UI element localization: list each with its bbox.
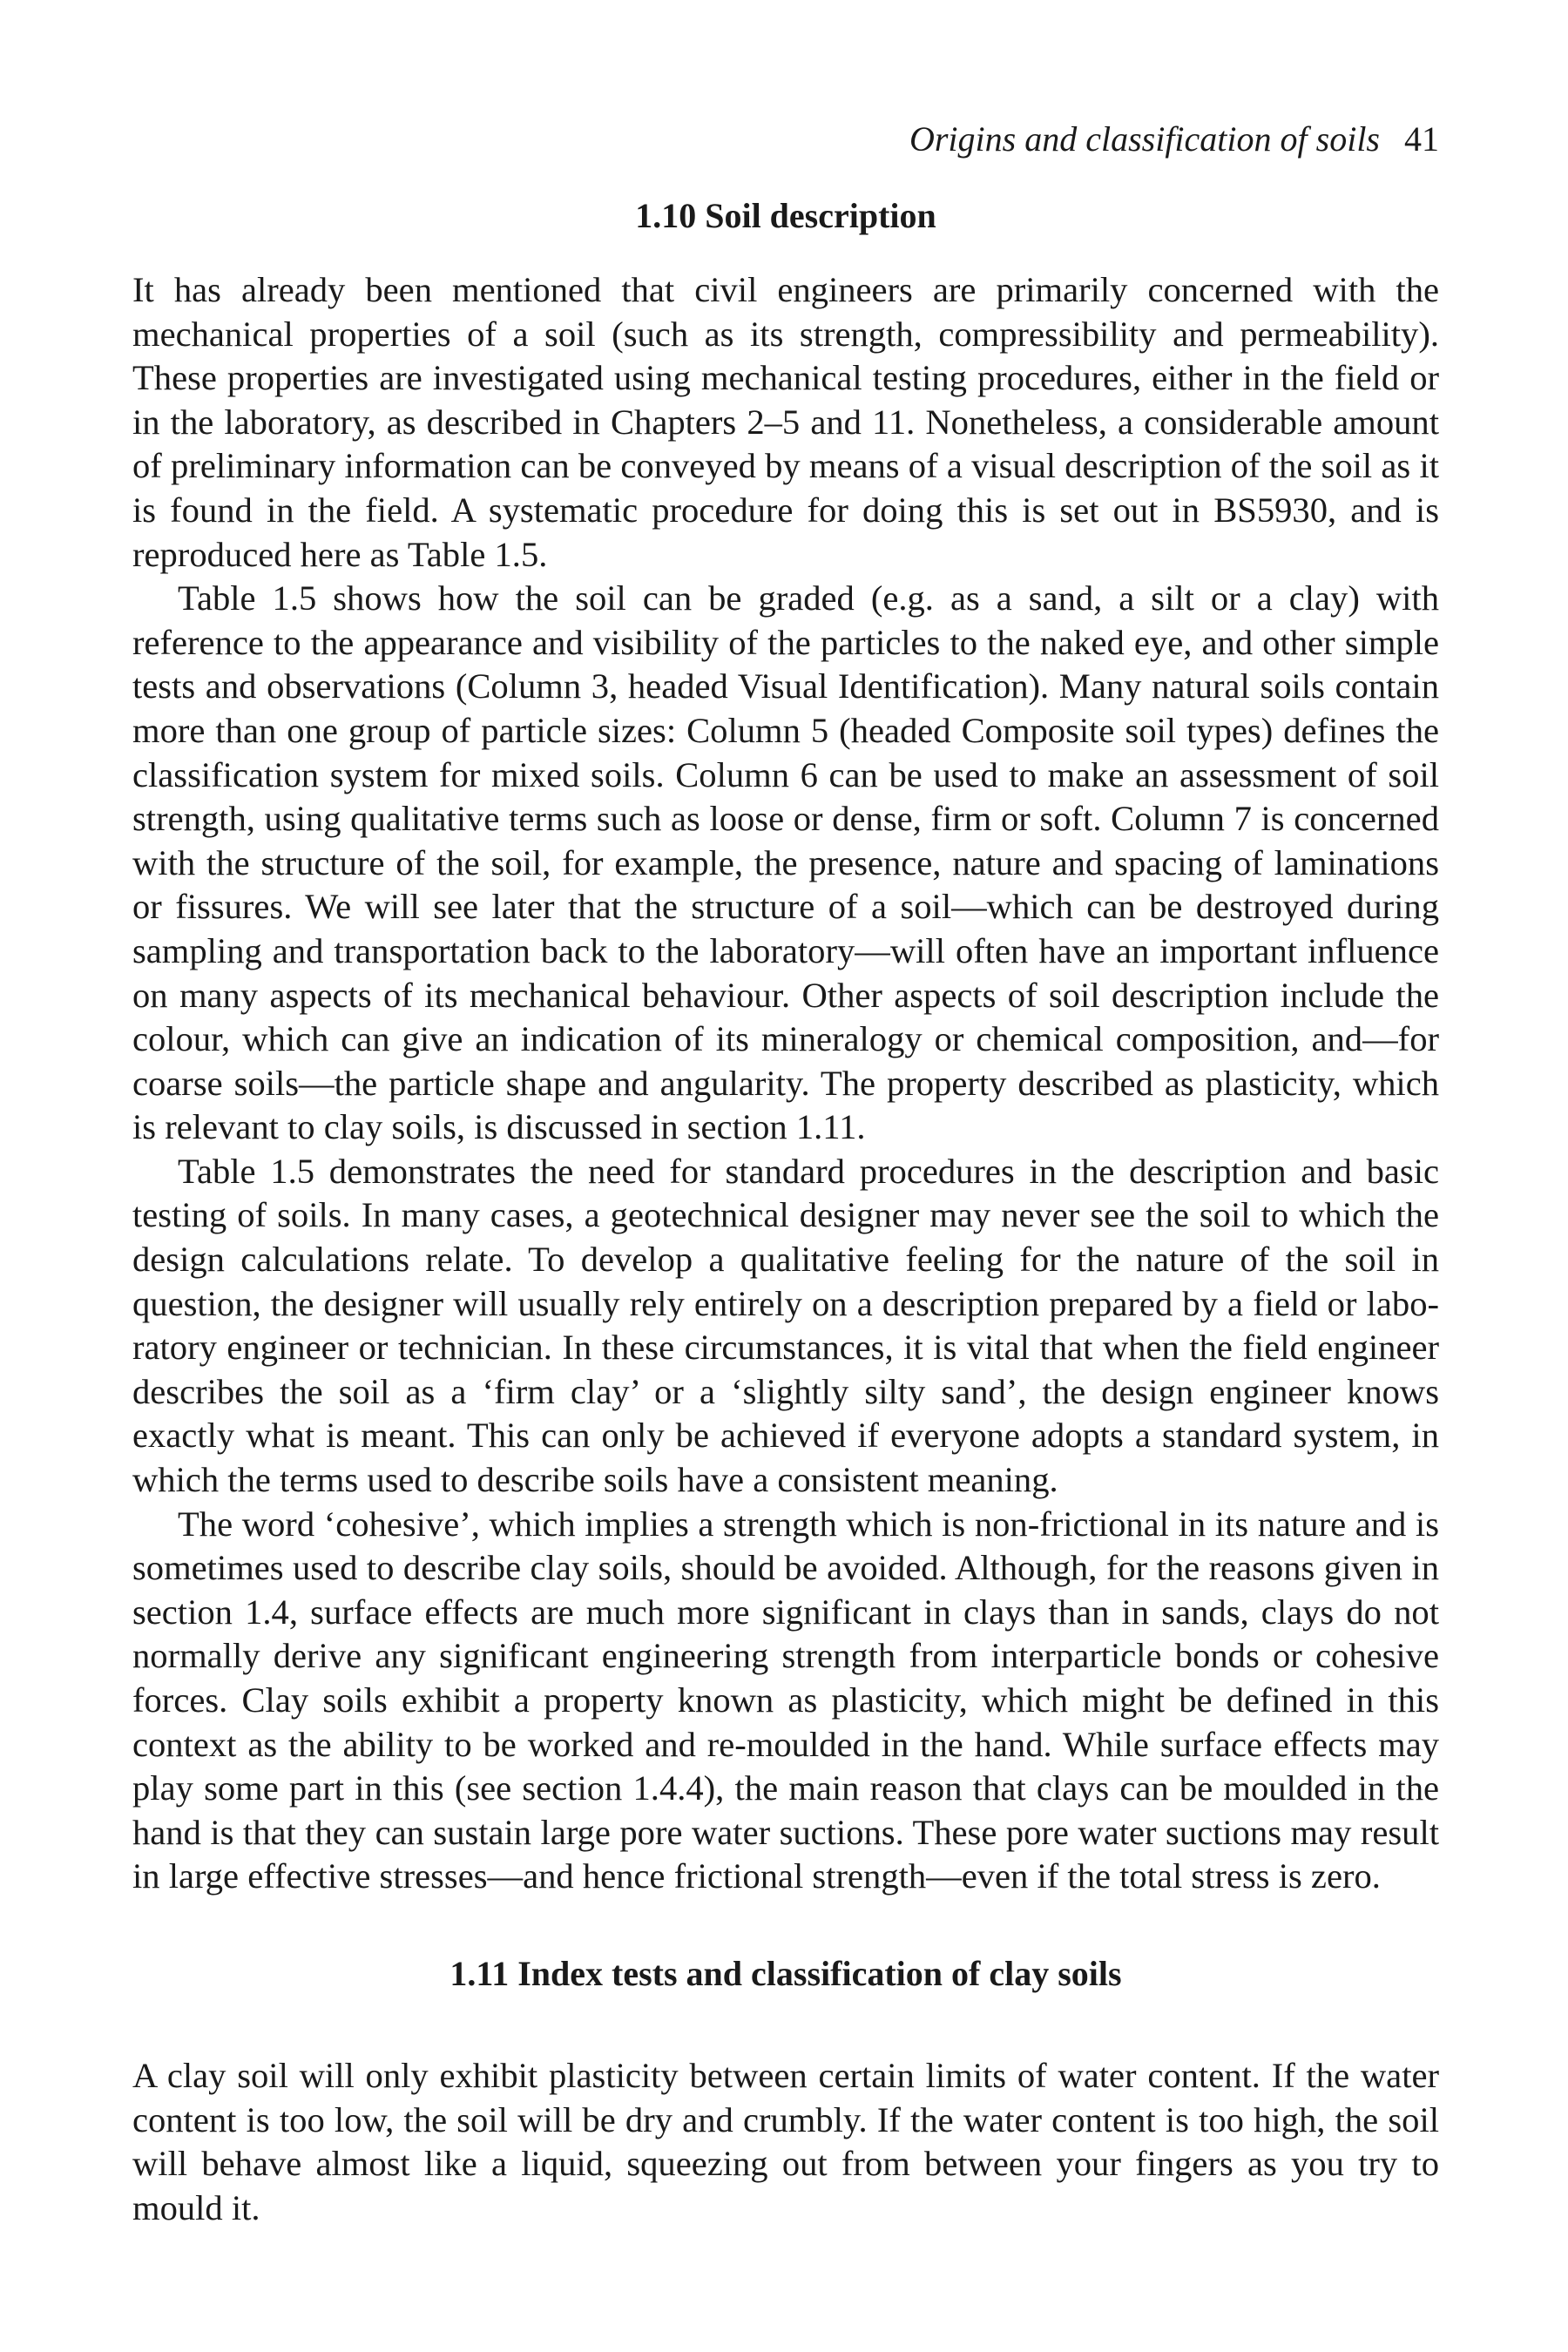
- paragraph: It has already been mentioned that civil engineers are primarily concerned with the mechanical properties of a soil (such as its strength, compressibility and permeability). These properties are investigated using mechanical testing procedures, either in the field or in the laboratory, as described in Chapters 2–5 and 11. Nonetheless, a considerable amount of preliminary information can be conveyed by means of a visual description of the soil as it is found in the field. A systematic procedure for doing this is set out in BS5930, and is reproduced here as Table 1.5.: [132, 270, 1439, 574]
- paragraph: Table 1.5 demonstrates the need for standard procedures in the description and basic testing of soils. In many cases, a geotechnical designer may never see the soil to which the design calculations relate. To develop a qualitative feeling for the nature of the soil in question, the designer will usually rely entirely on a description prepared by a field or laboratory engineer or technician. In these circumstances, it is vital that when the field engineer describes the soil as a ‘firm clay’ or a ‘slightly silty sand’, the design engineer knows exactly what is meant. This can only be achieved if everyone adopts a standard system, in which the terms used to describe soils have a consistent meaning.: [132, 1151, 1439, 1500]
- paragraph: The word ‘cohesive’, which implies a strength which is non-frictional in its nature and is sometimes used to describe clay soils, should be avoided. Although, for the reasons given in section 1.4, surface effects are much more significant in clays than in sands, clays do not normally derive any significant engineering strength from interparticle bonds or cohesive forces. Clay soils exhibit a property known as plasticity, which might be defined in this context as the ability to be worked and re-moulded in the hand. While surface effects may play some part in this (see section 1.4.4), the main reason that clays can be moulded in the hand is that they can sustain large pore water suctions. These pore water suctions may result in large effective stresses—and hence frictional strength—even if the total stress is zero.: [132, 1504, 1439, 1896]
- section-heading-soil-description: 1.10 Soil description: [635, 196, 936, 235]
- section-heading-index-tests: 1.11 Index tests and classification of clay soils: [449, 1953, 1122, 1993]
- paragraph: Table 1.5 shows how the soil can be graded (e.g. as a sand, a silt or a clay) with reference to the appearance and visibility of the particles to the naked eye, and other simple tests and observations (Column 3, headed Visual Identification). Many natural soils contain more than one group of particle sizes: Column 5 (headed Composite soil types) defines the classification system for mixed soils. Column 6 can be used to make an assessment of soil strength, using qualitative terms such as loose or dense, firm or soft. Column 7 is concerned with the structure of the soil, for example, the presence, nature and spacing of laminations or fissures. We will see later that the structure of a soil—which can be destroyed during sampling and transportation back to the laboratory—will often have an important influence on many aspects of its mechanical behaviour. Other aspects of soil description include the colour, which can give an indication of its mineralogy or chemical composition, and—for coarse soils—the particle shape and angularity. The property described as plasticity, which is relevant to clay soils, is discussed in section 1.11.: [132, 578, 1439, 1147]
- body-text: [132, 268, 1439, 2230]
- running-head-title: Origins and classification of soils: [909, 119, 1380, 159]
- paragraph: A clay soil will only exhibit plasticity between certain limits of water content. If the water content is too low, the soil will be dry and crumbly. If the water content is too high, the soil will behave almost like a liquid, squeezing out from between your fingers as you try to mould it.: [132, 2055, 1439, 2227]
- page-number: 41: [1404, 119, 1439, 159]
- running-head: [909, 113, 1439, 166]
